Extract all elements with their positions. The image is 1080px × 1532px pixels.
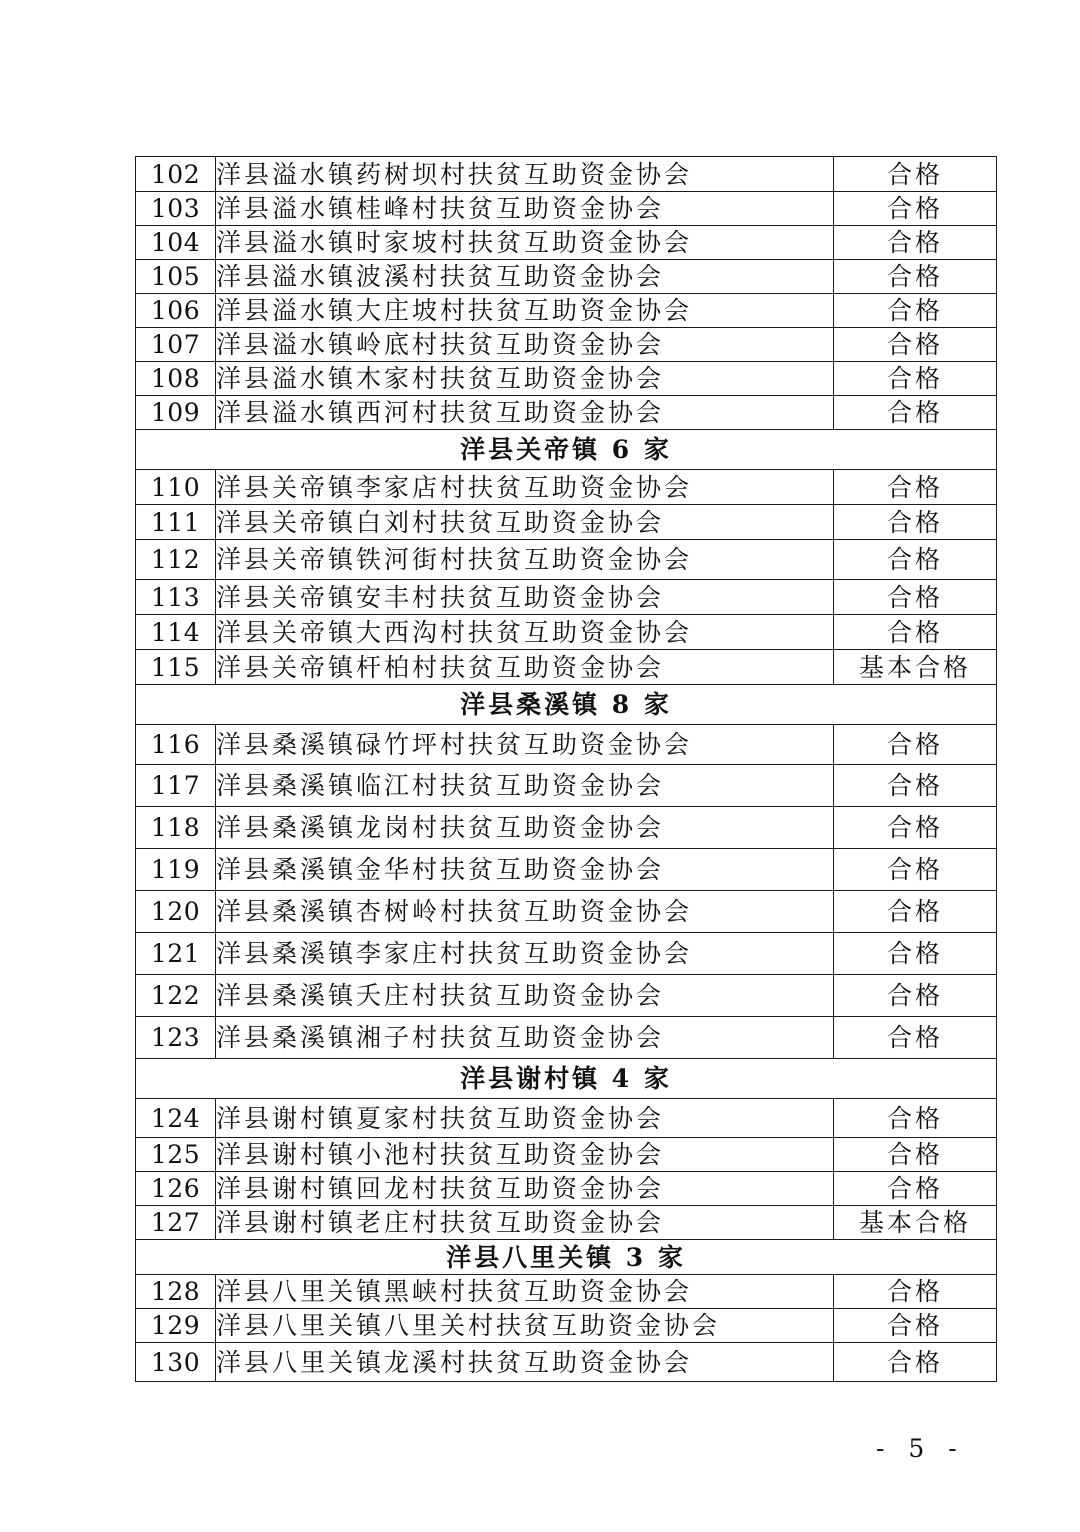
row-number: 128 — [136, 1275, 216, 1309]
organization-name: 洋县八里关镇黑峡村扶贫互助资金协会 — [216, 1275, 834, 1309]
row-number: 115 — [136, 650, 216, 685]
table-row — [136, 650, 997, 685]
organization-name: 洋县谢村镇回龙村扶贫互助资金协会 — [216, 1172, 834, 1206]
assessment-result: 合格 — [834, 540, 997, 580]
organization-name: 洋县八里关镇龙溪村扶贫互助资金协会 — [216, 1343, 834, 1382]
assessment-result: 合格 — [834, 260, 997, 294]
assessment-table — [135, 156, 997, 1382]
organization-name: 洋县关帝镇杆柏村扶贫互助资金协会 — [216, 650, 834, 685]
row-number: 124 — [136, 1099, 216, 1138]
table-body — [136, 157, 997, 1382]
organization-name: 洋县桑溪镇碌竹坪村扶贫互助资金协会 — [216, 725, 834, 765]
table-row — [136, 765, 997, 807]
organization-name: 洋县关帝镇白刘村扶贫互助资金协会 — [216, 505, 834, 540]
row-number: 106 — [136, 294, 216, 328]
table-row — [136, 933, 997, 975]
assessment-result: 合格 — [834, 891, 997, 933]
section-title: 洋县谢村镇 4 家 — [136, 1059, 997, 1099]
row-number: 119 — [136, 849, 216, 891]
organization-name: 洋县桑溪镇龙岗村扶贫互助资金协会 — [216, 807, 834, 849]
organization-name: 洋县桑溪镇金华村扶贫互助资金协会 — [216, 849, 834, 891]
organization-name: 洋县谢村镇老庄村扶贫互助资金协会 — [216, 1206, 834, 1240]
organization-name: 洋县关帝镇大西沟村扶贫互助资金协会 — [216, 615, 834, 650]
section-title: 洋县八里关镇 3 家 — [136, 1240, 997, 1275]
row-number: 126 — [136, 1172, 216, 1206]
organization-name: 洋县溢水镇西河村扶贫互助资金协会 — [216, 396, 834, 430]
table-row — [136, 396, 997, 430]
row-number: 108 — [136, 362, 216, 396]
organization-name: 洋县溢水镇木家村扶贫互助资金协会 — [216, 362, 834, 396]
row-number: 113 — [136, 580, 216, 615]
table-row — [136, 540, 997, 580]
section-header-row — [136, 430, 997, 470]
table-row — [136, 891, 997, 933]
assessment-result: 合格 — [834, 1017, 997, 1059]
row-number: 116 — [136, 725, 216, 765]
assessment-result: 合格 — [834, 192, 997, 226]
row-number: 103 — [136, 192, 216, 226]
table-row — [136, 1099, 997, 1138]
row-number: 112 — [136, 540, 216, 580]
table-row — [136, 615, 997, 650]
assessment-result: 合格 — [834, 725, 997, 765]
organization-name: 洋县溢水镇大庄坡村扶贫互助资金协会 — [216, 294, 834, 328]
assessment-result: 合格 — [834, 765, 997, 807]
section-header-row — [136, 1059, 997, 1099]
organization-name: 洋县谢村镇小池村扶贫互助资金协会 — [216, 1138, 834, 1172]
assessment-result: 合格 — [834, 1275, 997, 1309]
assessment-result: 合格 — [834, 470, 997, 505]
table-row — [136, 580, 997, 615]
section-title: 洋县桑溪镇 8 家 — [136, 685, 997, 725]
organization-name: 洋县桑溪镇临江村扶贫互助资金协会 — [216, 765, 834, 807]
table-row — [136, 1206, 997, 1240]
assessment-result: 合格 — [834, 1099, 997, 1138]
row-number: 111 — [136, 505, 216, 540]
row-number: 118 — [136, 807, 216, 849]
table-row — [136, 975, 997, 1017]
assessment-result: 基本合格 — [834, 1206, 997, 1240]
table-row — [136, 362, 997, 396]
table-row — [136, 849, 997, 891]
assessment-result: 合格 — [834, 396, 997, 430]
organization-name: 洋县溢水镇波溪村扶贫互助资金协会 — [216, 260, 834, 294]
table-row — [136, 470, 997, 505]
organization-name: 洋县关帝镇李家店村扶贫互助资金协会 — [216, 470, 834, 505]
page-number: - 5 - — [876, 1434, 965, 1463]
organization-name: 洋县溢水镇岭底村扶贫互助资金协会 — [216, 328, 834, 362]
assessment-result: 合格 — [834, 1172, 997, 1206]
row-number: 107 — [136, 328, 216, 362]
row-number: 122 — [136, 975, 216, 1017]
row-number: 121 — [136, 933, 216, 975]
table-row — [136, 157, 997, 192]
section-title: 洋县关帝镇 6 家 — [136, 430, 997, 470]
table-row — [136, 1138, 997, 1172]
assessment-result: 合格 — [834, 505, 997, 540]
organization-name: 洋县关帝镇安丰村扶贫互助资金协会 — [216, 580, 834, 615]
row-number: 110 — [136, 470, 216, 505]
assessment-result: 合格 — [834, 1343, 997, 1382]
table-row — [136, 226, 997, 260]
assessment-result: 合格 — [834, 1138, 997, 1172]
section-header-row — [136, 1240, 997, 1275]
table-row — [136, 807, 997, 849]
assessment-result: 合格 — [834, 294, 997, 328]
row-number: 129 — [136, 1309, 216, 1343]
table-row — [136, 294, 997, 328]
assessment-result: 合格 — [834, 580, 997, 615]
organization-name: 洋县溢水镇药树坝村扶贫互助资金协会 — [216, 157, 834, 192]
organization-name: 洋县桑溪镇杏树岭村扶贫互助资金协会 — [216, 891, 834, 933]
assessment-result: 基本合格 — [834, 650, 997, 685]
table-row — [136, 328, 997, 362]
organization-name: 洋县溢水镇时家坡村扶贫互助资金协会 — [216, 226, 834, 260]
row-number: 127 — [136, 1206, 216, 1240]
row-number: 130 — [136, 1343, 216, 1382]
organization-name: 洋县谢村镇夏家村扶贫互助资金协会 — [216, 1099, 834, 1138]
assessment-result: 合格 — [834, 807, 997, 849]
row-number: 104 — [136, 226, 216, 260]
assessment-result: 合格 — [834, 328, 997, 362]
organization-name: 洋县溢水镇桂峰村扶贫互助资金协会 — [216, 192, 834, 226]
row-number: 125 — [136, 1138, 216, 1172]
table-row — [136, 1017, 997, 1059]
organization-name: 洋县桑溪镇李家庄村扶贫互助资金协会 — [216, 933, 834, 975]
row-number: 102 — [136, 157, 216, 192]
table-row — [136, 192, 997, 226]
assessment-result: 合格 — [834, 362, 997, 396]
organization-name: 洋县八里关镇八里关村扶贫互助资金协会 — [216, 1309, 834, 1343]
row-number: 123 — [136, 1017, 216, 1059]
assessment-result: 合格 — [834, 615, 997, 650]
row-number: 120 — [136, 891, 216, 933]
organization-name: 洋县关帝镇铁河街村扶贫互助资金协会 — [216, 540, 834, 580]
assessment-result: 合格 — [834, 849, 997, 891]
assessment-result: 合格 — [834, 157, 997, 192]
table-row — [136, 1275, 997, 1309]
assessment-result: 合格 — [834, 933, 997, 975]
assessment-result: 合格 — [834, 1309, 997, 1343]
table-row — [136, 725, 997, 765]
assessment-result: 合格 — [834, 226, 997, 260]
table-row — [136, 505, 997, 540]
assessment-result: 合格 — [834, 975, 997, 1017]
row-number: 114 — [136, 615, 216, 650]
table-row — [136, 260, 997, 294]
row-number: 117 — [136, 765, 216, 807]
row-number: 109 — [136, 396, 216, 430]
organization-name: 洋县桑溪镇湘子村扶贫互助资金协会 — [216, 1017, 834, 1059]
table-row — [136, 1172, 997, 1206]
table-row — [136, 1343, 997, 1382]
row-number: 105 — [136, 260, 216, 294]
organization-name: 洋县桑溪镇夭庄村扶贫互助资金协会 — [216, 975, 834, 1017]
section-header-row — [136, 685, 997, 725]
table-row — [136, 1309, 997, 1343]
